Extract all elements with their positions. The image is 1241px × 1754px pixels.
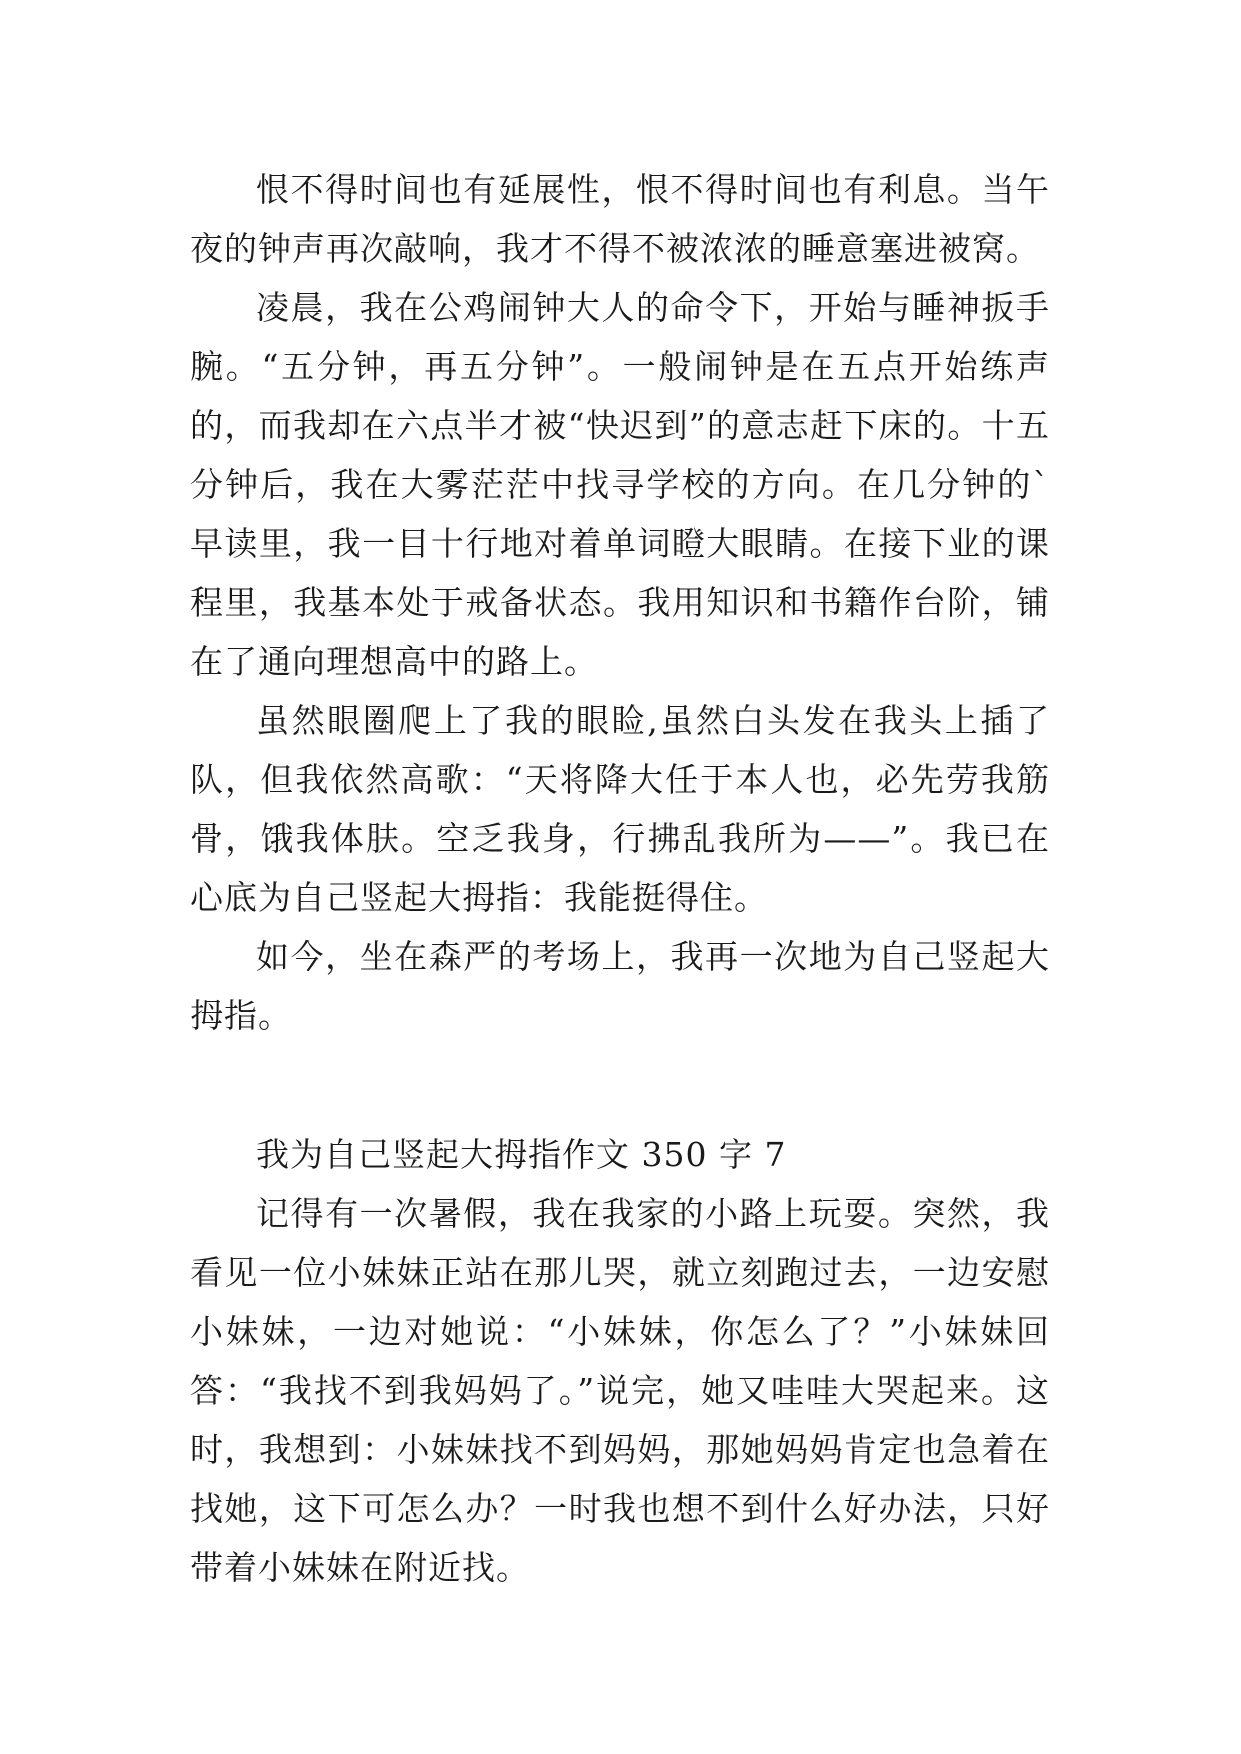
paragraph: 恨不得时间也有延展性，恨不得时间也有利息。当午夜的钟声再次敲响，我才不得不被浓浓的睡意塞进被窝。 [190, 170, 1050, 268]
essay-title: 我为自己竖起大拇指作文 350 字 7 [256, 1135, 787, 1174]
section-spacer [190, 1045, 1050, 1125]
document-body [190, 160, 1050, 1597]
paragraph: 虽然眼圈爬上了我的眼睑,虽然白头发在我头上插了队，但我依然高歌：“天将降大任于本人也，必先劳我筋骨，饿我体肤。空乏我身，行拂乱我所为——”。我已在心底为自己竖起大拇指：我能挺得住。 [190, 701, 1050, 917]
paragraph: 如今，坐在森严的考场上，我再一次地为自己竖起大拇指。 [190, 937, 1050, 1035]
paragraph: 记得有一次暑假，我在我家的小路上玩耍。突然，我看见一位小妹妹正站在那儿哭，就立刻跑过去，一边安慰小妹妹，一边对她说：“小妹妹，你怎么了？”小妹妹回答：“我找不到我妈妈了。”说完，她又哇哇大哭起来。这时，我想到：小妹妹找不到妈妈，那她妈妈肯定也急着在找她，这下可怎么办？一时我也想不到什么好办法，只好带着小妹妹在附近找。 [190, 1194, 1050, 1587]
paragraph: 凌晨，我在公鸡闹钟大人的命令下，开始与睡神扳手腕。“五分钟，再五分钟”。一般闹钟是在五点开始练声的，而我却在六点半才被“快迟到”的意志赶下床的。十五分钟后，我在大雾茫茫中找寻学校的方向。在几分钟的`早读里，我一目十行地对着单词瞪大眼睛。在接下业的课程里，我基本处于戒备状态。我用知识和书籍作台阶，铺在了通向理想高中的路上。 [190, 288, 1050, 681]
